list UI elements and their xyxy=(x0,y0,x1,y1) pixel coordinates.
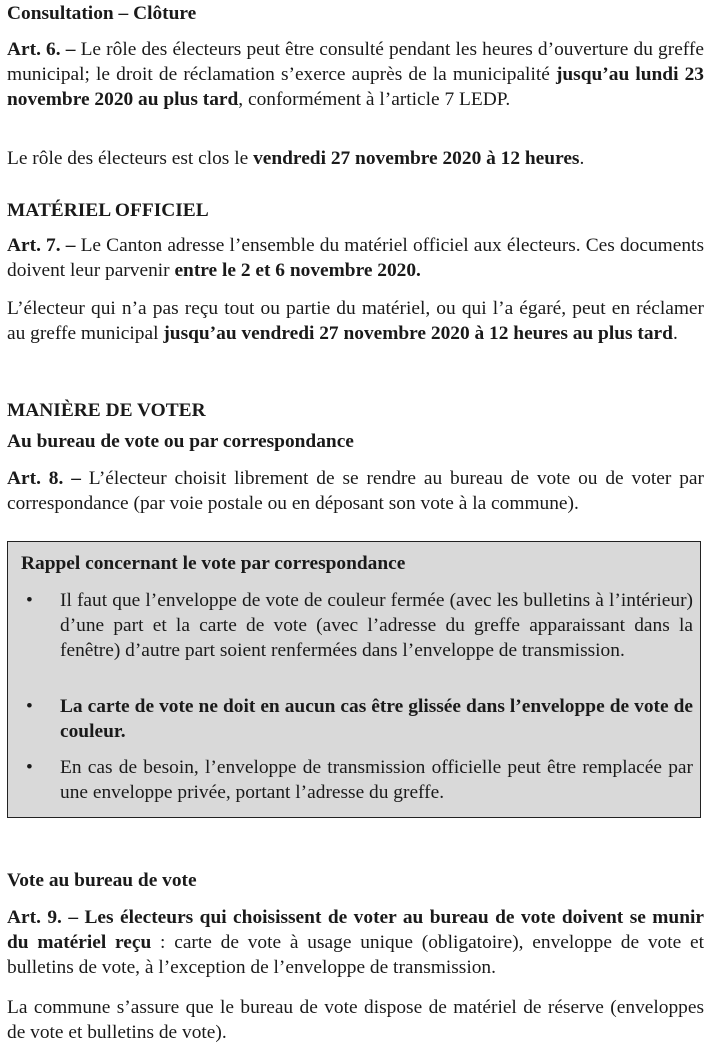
article-8: Art. 8. – L’électeur choisit librement de se rendre au bureau de vote ou de voter par correspondance (par voie postale ou en déposant son vote à la commune). xyxy=(7,468,704,514)
reminder-bullet-1 xyxy=(18,588,693,663)
section-heading-vote-bureau: Vote au bureau de vote xyxy=(7,870,197,891)
article-6-deadline: jusqu’au lundi 23 novembre 2020 au plus tard xyxy=(7,64,704,110)
article-7-dates: entre le 2 et 6 novembre 2020. xyxy=(174,260,421,281)
reminder-bullet-2-text: La carte de vote ne doit en aucun cas être glissée dans l’enveloppe de vote de couleur. xyxy=(60,696,693,742)
article-6: Art. 6. – Le rôle des électeurs peut être consulté pendant les heures d’ouverture du greffe municipal; le droit de réclamation s’exerce auprès de la municipalité jusqu’au lundi 23 novembre 2020 au plus tard, conformément à l’article 7 LEDP. xyxy=(7,39,704,110)
section-heading-materiel: MATÉRIEL OFFICIEL xyxy=(7,200,209,221)
article-9: Art. 9. – Les électeurs qui choisissent de voter au bureau de vote doivent se munir du matériel reçu : carte de vote à usage unique (obligatoire), enveloppe de vote et bulletins de vote, à l’exception de l’enveloppe de transmission. xyxy=(7,907,704,978)
bullet-icon: • xyxy=(26,696,33,717)
article-8-label: Art. 8. – xyxy=(7,468,81,489)
article-6-label: Art. 6. – xyxy=(7,39,76,60)
reserve-material-paragraph: La commune s’assure que le bureau de vote dispose de matériel de réserve (enveloppes de vote et bulletins de vote). xyxy=(7,997,704,1043)
bullet-icon: • xyxy=(26,590,33,611)
article-9-label: Art. 9. – Les électeurs qui choisissent de voter au bureau de vote doivent se munir du matériel reçu xyxy=(7,907,704,953)
section-heading-maniere: MANIÈRE DE VOTER xyxy=(7,400,206,421)
reminder-bullet-2 xyxy=(18,694,693,744)
closing-date: vendredi 27 novembre 2020 à 12 heures xyxy=(253,148,580,169)
article-7-label: Art. 7. – xyxy=(7,235,76,256)
subheading-bureau-correspondance: Au bureau de vote ou par correspondance xyxy=(7,431,354,452)
reminder-bullet-3-text: En cas de besoin, l’enveloppe de transmission officielle peut être remplacée par une enveloppe privée, portant l’adresse du greffe. xyxy=(60,757,693,803)
article-7: Art. 7. – Le Canton adresse l’ensemble du matériel officiel aux électeurs. Ces documents doivent leur parvenir entre le 2 et 6 novembre 2020. xyxy=(7,235,704,281)
claim-deadline: jusqu’au vendredi 27 novembre 2020 à 12 heures au plus tard xyxy=(163,323,673,344)
reminder-box-title: Rappel concernant le vote par correspondance xyxy=(21,553,406,574)
materiel-claim-paragraph: L’électeur qui n’a pas reçu tout ou partie du matériel, ou qui l’a égaré, peut en réclamer au greffe municipal jusqu’au vendredi 27 novembre 2020 à 12 heures au plus tard. xyxy=(7,298,704,344)
reminder-box xyxy=(7,541,701,818)
closing-paragraph: Le rôle des électeurs est clos le vendredi 27 novembre 2020 à 12 heures. xyxy=(7,148,585,169)
reminder-bullet-1-text: Il faut que l’enveloppe de vote de couleur fermée (avec les bulletins à l’intérieur) d’une part et la carte de vote (avec l’adresse du greffe apparaissant dans la fenêtre) d’autre part soient renfermées dans l’enveloppe de transmission. xyxy=(60,590,693,661)
reminder-bullet-3 xyxy=(18,755,693,805)
section-heading-consultation: Consultation – Clôture xyxy=(7,3,197,24)
bullet-icon: • xyxy=(26,757,33,778)
